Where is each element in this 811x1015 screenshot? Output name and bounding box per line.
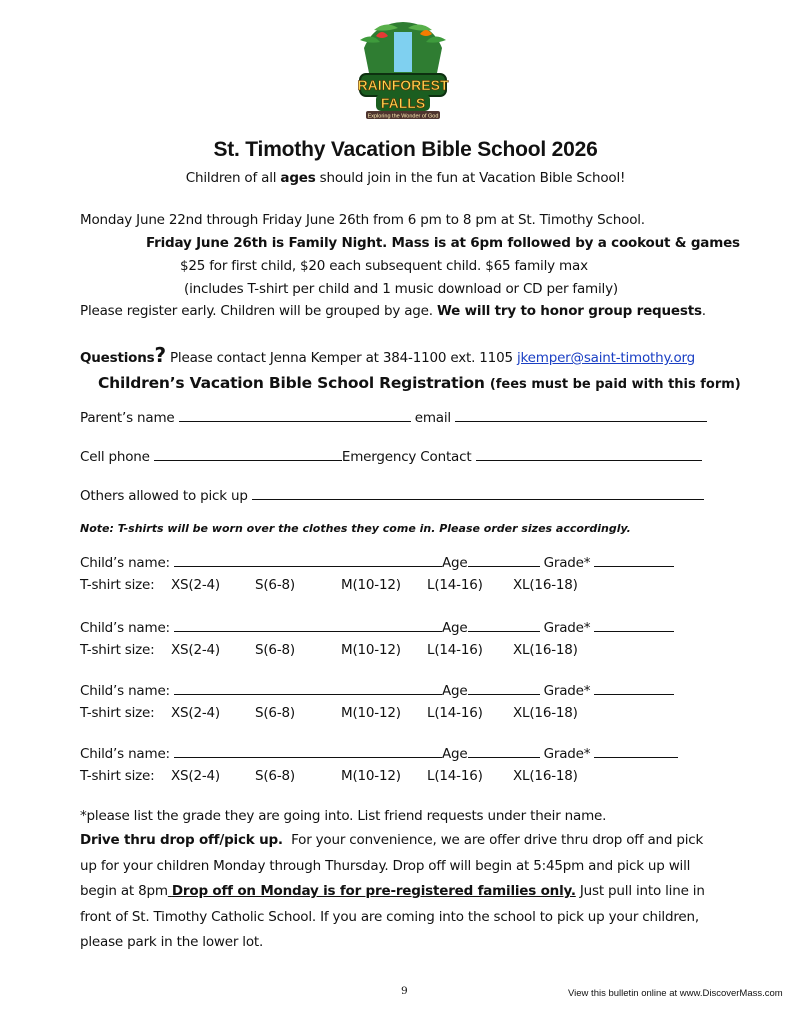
- child-block-1: [80, 554, 720, 594]
- size-option-l[interactable]: L(14-16): [427, 705, 483, 721]
- questions-label: Questions: [80, 350, 155, 366]
- grade-field[interactable]: [594, 554, 674, 567]
- footer-bulletin-link[interactable]: View this bulletin online at www.DiscoverMass.com: [568, 988, 783, 999]
- child-name-field[interactable]: [174, 619, 442, 632]
- grade-label: Grade*: [543, 683, 591, 699]
- tshirt-size-row: [80, 642, 720, 660]
- size-option-l[interactable]: L(14-16): [427, 642, 483, 658]
- rainforest-falls-logo: [354, 18, 452, 120]
- others-pickup-row: [80, 487, 704, 504]
- drive-thru-heading: Drive thru drop off/pick up.: [80, 832, 283, 848]
- size-option-xl[interactable]: XL(16-18): [513, 768, 578, 784]
- tshirt-size-row: [80, 768, 720, 786]
- age-field[interactable]: [468, 554, 540, 567]
- cell-phone-row: [80, 448, 702, 465]
- parent-name-label: Parent’s name: [80, 410, 175, 426]
- cell-phone-label: Cell phone: [80, 449, 150, 465]
- emergency-contact-field[interactable]: [476, 448, 702, 461]
- size-option-m[interactable]: M(10-12): [341, 705, 401, 721]
- email-label: email: [414, 410, 451, 426]
- intro-pre: Children of all: [185, 170, 281, 186]
- grade-label: Grade*: [543, 555, 591, 571]
- registration-heading: [98, 373, 741, 392]
- child-name-label: Child’s name:: [80, 620, 170, 636]
- child-name-row: [80, 554, 674, 571]
- child-name-field[interactable]: [174, 554, 442, 567]
- register-post: .: [701, 303, 706, 319]
- parent-name-field[interactable]: [179, 409, 411, 422]
- parent-name-row: [80, 409, 707, 426]
- intro-post: should join in the fun at Vacation Bible School!: [315, 170, 626, 186]
- tshirt-note: Note: T-shirts will be worn over the clothes they come in. Please order sizes accordingly.: [80, 522, 631, 535]
- child-name-row: [80, 745, 678, 762]
- size-option-s[interactable]: S(6-8): [255, 642, 295, 658]
- logo-line1: RAINFOREST: [357, 77, 449, 93]
- tshirt-size-label: T-shirt size:: [80, 642, 155, 658]
- child-name-label: Child’s name:: [80, 683, 170, 699]
- size-option-xl[interactable]: XL(16-18): [513, 577, 578, 593]
- questions-text: Please contact Jenna Kemper at 384-1100 ext. 1105: [169, 350, 513, 366]
- email-field[interactable]: [455, 409, 707, 422]
- emergency-contact-label: Emergency Contact: [341, 449, 472, 465]
- size-option-s[interactable]: S(6-8): [255, 577, 295, 593]
- pricing-line: $25 for first child, $20 each subsequent child. $65 family max: [180, 258, 588, 274]
- tshirt-size-label: T-shirt size:: [80, 768, 155, 784]
- registration-title: Children’s Vacation Bible School Registration: [98, 374, 485, 392]
- age-field[interactable]: [468, 619, 540, 632]
- tshirt-size-label: T-shirt size:: [80, 705, 155, 721]
- schedule-line: Monday June 22nd through Friday June 26th from 6 pm to 8 pm at St. Timothy School.: [80, 212, 645, 228]
- size-option-xs[interactable]: XS(2-4): [171, 642, 221, 658]
- size-option-xl[interactable]: XL(16-18): [513, 642, 578, 658]
- others-pickup-label: Others allowed to pick up: [80, 488, 248, 504]
- others-pickup-field[interactable]: [252, 487, 704, 500]
- child-name-label: Child’s name:: [80, 555, 170, 571]
- child-name-field[interactable]: [174, 682, 442, 695]
- questions-mark: ?: [154, 343, 166, 367]
- drive-thru-line-4: front of St. Timothy Catholic School. If you are coming into the school to pick up your children,: [80, 909, 699, 925]
- child-name-row: [80, 682, 674, 699]
- register-bold: We will try to honor group requests: [436, 303, 702, 319]
- age-label: Age: [442, 555, 468, 571]
- grade-label: Grade*: [543, 746, 591, 762]
- register-line: [80, 303, 706, 319]
- size-option-m[interactable]: M(10-12): [341, 768, 401, 784]
- drive-thru-text-1: For your convenience, we are offer drive thru drop off and pick: [291, 832, 704, 848]
- grade-field[interactable]: [594, 619, 674, 632]
- age-label: Age: [442, 746, 468, 762]
- register-pre: Please register early. Children will be grouped by age.: [80, 303, 437, 319]
- size-option-xs[interactable]: XS(2-4): [171, 577, 221, 593]
- includes-line: (includes T-shirt per child and 1 music download or CD per family): [184, 281, 618, 297]
- drive-thru-line-3: [80, 883, 705, 899]
- monday-dropoff-notice: Drop off on Monday is for pre-registered families only.: [171, 883, 576, 899]
- intro-bold: ages: [280, 170, 316, 186]
- drive-thru-line-2: up for your children Monday through Thursday. Drop off will begin at 5:45pm and pick up will: [80, 858, 691, 874]
- grade-field[interactable]: [594, 745, 678, 758]
- age-field[interactable]: [468, 682, 540, 695]
- grade-field[interactable]: [594, 682, 674, 695]
- size-option-m[interactable]: M(10-12): [341, 642, 401, 658]
- size-option-m[interactable]: M(10-12): [341, 577, 401, 593]
- page-number: 9: [401, 985, 408, 997]
- registration-subtitle: (fees must be paid with this form): [489, 377, 741, 392]
- age-label: Age: [442, 683, 468, 699]
- drive-thru-text-3b: Just pull into line in: [575, 883, 705, 899]
- questions-line: [80, 343, 695, 367]
- logo-line2: FALLS: [380, 95, 426, 111]
- page-title: St. Timothy Vacation Bible School 2026: [213, 138, 598, 161]
- grade-label: Grade*: [543, 620, 591, 636]
- size-option-s[interactable]: S(6-8): [255, 768, 295, 784]
- drive-thru-line-1: [80, 832, 703, 848]
- child-block-2: [80, 619, 720, 659]
- age-field[interactable]: [468, 745, 540, 758]
- child-block-3: [80, 682, 720, 722]
- size-option-l[interactable]: L(14-16): [427, 768, 483, 784]
- tshirt-size-label: T-shirt size:: [80, 577, 155, 593]
- family-night-line: Friday June 26th is Family Night. Mass is at 6pm followed by a cookout & games: [146, 235, 740, 251]
- intro-line: [0, 170, 811, 186]
- child-block-4: [80, 745, 720, 785]
- size-option-xl[interactable]: XL(16-18): [513, 705, 578, 721]
- drive-thru-text-3: begin at 8pm: [80, 883, 168, 899]
- age-label: Age: [442, 620, 468, 636]
- size-option-xs[interactable]: XS(2-4): [171, 768, 221, 784]
- child-name-row: [80, 619, 674, 636]
- tshirt-size-row: [80, 577, 720, 595]
- size-option-xs[interactable]: XS(2-4): [171, 705, 221, 721]
- logo-tagline: Exploring the Wonder of God: [367, 113, 439, 120]
- size-option-s[interactable]: S(6-8): [255, 705, 295, 721]
- child-name-label: Child’s name:: [80, 746, 170, 762]
- cell-phone-field[interactable]: [154, 448, 342, 461]
- contact-email-link[interactable]: jkemper@saint-timothy.org: [516, 350, 696, 366]
- child-name-field[interactable]: [174, 745, 442, 758]
- drive-thru-line-5: please park in the lower lot.: [80, 934, 264, 950]
- grade-note: *please list the grade they are going into. List friend requests under their name.: [80, 808, 607, 824]
- size-option-l[interactable]: L(14-16): [427, 577, 483, 593]
- tshirt-size-row: [80, 705, 720, 723]
